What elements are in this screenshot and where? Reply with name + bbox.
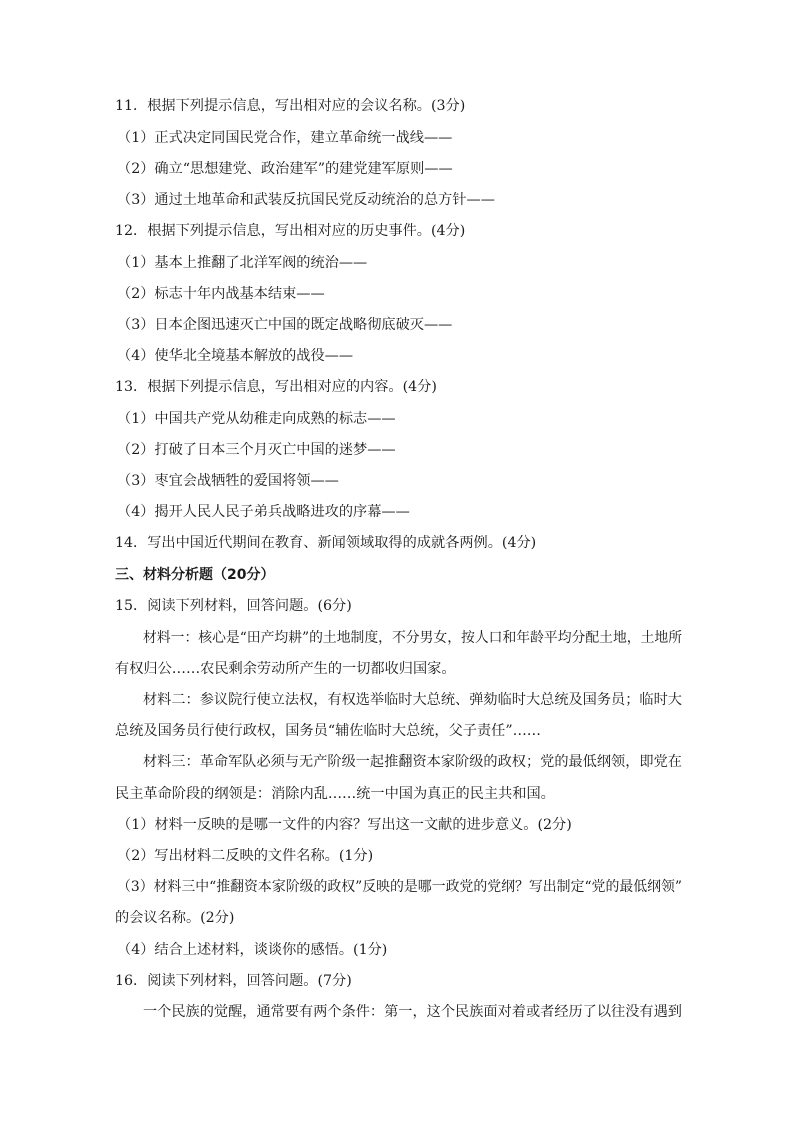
material-1-line-1: 材料一：核心是“田产均耕”的土地制度，不分男女，按人口和年龄平均分配土地，土地所 — [143, 630, 683, 646]
question-12-item-4: （4）使华北全境基本解放的战役—— — [117, 348, 354, 364]
question-16-stem: 16．阅读下列材料，回答问题。(7分) — [115, 973, 352, 989]
question-12-item-1: （1）基本上推翻了北洋军阀的统治—— — [117, 255, 368, 271]
question-12-item-2: （2）标志十年内战基本结束—— — [117, 286, 325, 302]
question-13-item-4: （4）揭开人民人民子弟兵战略进攻的序幕—— — [117, 504, 410, 520]
question-11-item-2: （2）确立“思想建党、政治建军”的建党建军原则—— — [117, 161, 453, 177]
question-16-passage-line-1: 一个民族的觉醒，通常要有两个条件：第一，这个民族面对着或者经历了以往没有遇到 — [143, 1004, 682, 1020]
question-11-stem: 11．根据下列提示信息，写出相对应的会议名称。(3分) — [115, 98, 466, 114]
question-12-stem: 12．根据下列提示信息，写出相对应的历史事件。(4分) — [115, 223, 466, 239]
material-2-line-1: 材料二：参议院行使立法权，有权选举临时大总统、弹劾临时大总统及国务员；临时大 — [143, 692, 682, 708]
question-15-item-4: （4）结合上述材料，谈谈你的感悟。(1分) — [117, 942, 388, 958]
material-2-line-2: 总统及国务员行使行政权，国务员“辅佐临时大总统，父子责任”…… — [115, 723, 541, 739]
material-3-line-1: 材料三：革命军队必须与无产阶级一起推翻资本家阶级的政权；党的最低纲领，即党在 — [143, 754, 682, 770]
material-1-line-2: 有权归公……农民剩余劳动所产生的一切都收归国家。 — [115, 661, 456, 677]
question-15-stem: 15．阅读下列材料，回答问题。(6分) — [115, 598, 352, 614]
question-15-item-2: （2）写出材料二反映的文件名称。(1分) — [117, 848, 374, 864]
question-15-item-1: （1）材料一反映的是哪一文件的内容？写出这一文献的进步意义。(2分) — [117, 817, 572, 833]
question-11-item-1: （1）正式决定同国民党合作，建立革命统一战线—— — [117, 130, 453, 146]
question-14-stem: 14．写出中国近代期间在教育、新闻领域取得的成就各两例。(4分) — [115, 535, 537, 551]
question-13-item-3: （3）枣宜会战牺牲的爱国将领—— — [117, 473, 339, 489]
material-3-line-2: 民主革命阶段的纲领是：消除内乱……统一中国为真正的民主共和国。 — [115, 786, 555, 802]
question-15-item-3-line-2: 的会议名称。(2分) — [115, 910, 235, 926]
question-13-item-2: （2）打破了日本三个月灭亡中国的迷梦—— — [117, 442, 396, 458]
question-13-stem: 13．根据下列提示信息，写出相对应的内容。(4分) — [115, 379, 437, 395]
question-13-item-1: （1）中国共产党从幼稚走向成熟的标志—— — [117, 411, 396, 427]
question-15-item-3-line-1: （3）材料三中“推翻资本家阶级的政权”反映的是哪一政党的党纲？写出制定“党的最低纲领” — [117, 879, 682, 895]
section-heading: 三、材料分析题（20分） — [115, 567, 275, 583]
question-11-item-3: （3）通过土地革命和武装反抗国民党反动统治的总方针—— — [117, 192, 495, 208]
question-12-item-3: （3）日本企图迅速灭亡中国的既定战略彻底破灭—— — [117, 317, 453, 333]
